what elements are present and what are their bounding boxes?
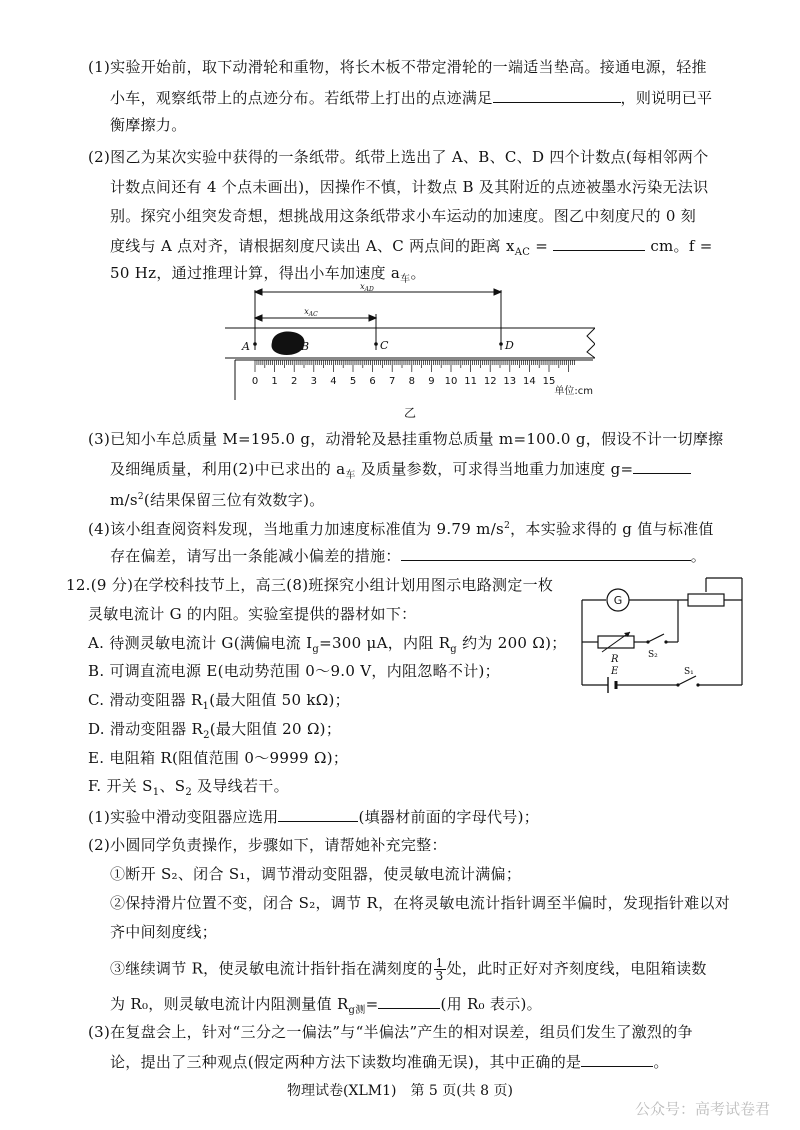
label-r: R [611, 654, 619, 665]
q11-p1-line2: 小车，观察纸带上的点迹分布。若纸带上打出的点迹满足 ，则说明已平 [110, 86, 712, 109]
ruler-tick-label: 4 [330, 376, 337, 387]
q12-intro-line2: 灵敏电流计 G 的内阻。实验室提供的器材如下： [88, 605, 417, 623]
q11-p4-line1: (4)该小组查阅资料发现，当地重力加速度标准值为 9.79 $m/s^2$，本实验求得的 g 值与标准值 [88, 520, 714, 538]
ruler-tick-label: 6 [369, 376, 376, 387]
q12-p2-step2b: 齐中间刻度线； [110, 923, 218, 941]
ruler-tick-label: 0 [251, 376, 259, 387]
answer-blank [278, 805, 358, 822]
label-xad: $x_{AD}$ [360, 282, 374, 293]
q12-option-c: C. 滑动变阻器 $R_1$(最大阻值 50 kΩ)； [88, 691, 350, 712]
q12-p2-step3: ③继续调节 R，使灵敏电流计指针指在满刻度的 $\frac{1}{3}$ 处，此时正好对齐刻度线，电阻箱读数 [110, 956, 707, 983]
point-c [374, 342, 378, 346]
ruler-tick-label: 15 [542, 376, 556, 387]
watermark: 公众号：高考试卷君 [634, 1100, 770, 1118]
q12-intro-line1: 12.(9 分)在学校科技节上，高三(8)班探究小组计划用图示电路测定一枚 [66, 576, 554, 594]
ruler-tick-label: 5 [349, 376, 357, 387]
label-e: E [611, 666, 619, 677]
ruler-unit: 单位:cm [554, 386, 593, 397]
ruler-labels [252, 376, 556, 387]
q11-p2-line3: 别。探究小组突发奇想，想挑战用这条纸带求小车运动的加速度。图乙中刻度尺的 0 刻 [110, 207, 697, 225]
q12-option-e: E. 电阻箱 R(阻值范围 0～9999 Ω)； [88, 749, 349, 767]
point-a [253, 342, 257, 346]
label-s1: S₁ [684, 667, 694, 677]
q12-p3-line1: (3)在复盘会上，针对“三分之一偏法”与“半偏法”产生的相对误差，组员们发生了激烈的争 [88, 1023, 693, 1041]
ruler-tick-label: 2 [291, 376, 298, 387]
label-g: G [613, 594, 623, 607]
label-xac: $x_{AC}$ [304, 307, 318, 318]
rheostat-symbol [688, 594, 724, 606]
ruler-tick-label: 11 [464, 376, 477, 387]
ruler-tape-figure [225, 278, 595, 418]
q12-option-d: D. 滑动变阻器 $R_2$(最大阻值 20 Ω)； [88, 720, 342, 741]
circuit-diagram [578, 570, 748, 700]
ruler-ticks [255, 360, 574, 372]
page-footer: 物理试卷(XLM1) 第 5 页(共 8 页) [287, 1083, 513, 1099]
q12-p2-step4: 为 R₀，则灵敏电流计内阻测量值 $R_{g测}=$ (用 R₀ 表示)。 [110, 992, 542, 1022]
q11-p2-line1: (2)图乙为某次实验中获得的一条纸带。纸带上选出了 A、B、C、D 四个计数点(每相邻两个 [88, 148, 709, 166]
answer-blank [493, 86, 621, 103]
q12-option-f: F. 开关 $S_1$、$S_2$ 及导线若干。 [88, 777, 289, 798]
ruler-tick-label: 13 [503, 376, 517, 387]
q12-p1: (1)实验中滑动变阻器应选用 (填器材前面的字母代号)； [88, 805, 539, 828]
ruler-tick-label: 10 [444, 376, 458, 387]
q12-option-b: B. 可调直流电源 E(电动势范围 0～9.0 V，内阻忽略不计)； [88, 662, 500, 680]
label-s2: S₂ [648, 650, 658, 660]
q11-p4-line2: 存在偏差，请写出一条能减小偏差的措施： 。 [110, 544, 706, 567]
answer-blank [378, 992, 440, 1009]
answer-blank [633, 457, 691, 474]
ink-blot [272, 331, 305, 355]
ruler-tick-label: 1 [271, 376, 278, 387]
label-a: A [242, 340, 250, 353]
ruler-tick-label: 7 [389, 376, 396, 387]
answer-blank [553, 234, 645, 251]
ruler-tick-label: 8 [408, 376, 415, 387]
q12-p2-step2a: ②保持滑片位置不变，闭合 S₂，调节 R，在将灵敏电流计指针调至半偏时，发现指针难以对 [110, 894, 731, 912]
q11-p1-line3: 衡摩擦力。 [110, 116, 187, 134]
q11-p2-line2: 计数点间还有 4 个点未画出)，因操作不慎，计数点 B 及其附近的点迹被墨水污染无法识 [110, 178, 709, 196]
figure-caption: 乙 [403, 406, 417, 418]
q11-p2-line4: 度线与 A 点对齐，请根据刻度尺读出 A、C 两点间的距离 $x_{AC}$ = cm。f = [110, 234, 713, 264]
q11-p3-line1: (3)已知小车总质量 M=195.0 g，动滑轮及悬挂重物总质量 m=100.0 g，假设不计一切摩擦 [88, 430, 724, 448]
q11-p1-line1: (1)实验开始前，取下动滑轮和重物，将长木板不带定滑轮的一端适当垫高。接通电源，轻推 [88, 58, 707, 76]
answer-blank [401, 544, 691, 561]
q11-p2-line5: 50 Hz，通过推理计算，得出小车加速度 $a_车$。 [110, 264, 426, 285]
q12-p2-head: (2)小圆同学负责操作，步骤如下，请帮她补充完整： [88, 836, 447, 854]
label-c: C [380, 339, 389, 352]
ruler-tick-label: 14 [523, 376, 536, 387]
label-b: B [301, 340, 310, 353]
answer-blank [581, 1050, 653, 1067]
q12-option-a: A. 待测灵敏电流计 G(满偏电流 $I_g=300$ μA，内阻 $R_g$ 约为 200 Ω)； [88, 634, 567, 655]
fraction-one-third: $\frac{1}{3}$ [435, 956, 444, 983]
ruler-tick-label: 3 [310, 376, 317, 387]
ruler-tick-label: 12 [483, 376, 497, 387]
q12-p2-step1: ①断开 S₂、闭合 S₁，调节滑动变阻器，使灵敏电流计满偏； [110, 865, 522, 883]
q11-p3-line3: $m/s^2$(结果保留三位有效数字)。 [110, 491, 325, 509]
label-d: D [505, 339, 514, 352]
q12-p3-line2: 论，提出了三种观点(假定两种方法下读数均准确无误)，其中正确的是 。 [110, 1050, 669, 1073]
ruler-tick-label: 9 [428, 376, 435, 387]
q11-p3-line2: 及细绳质量，利用(2)中已求出的 $a_车$ 及质量参数，可求得当地重力加速度 g= [110, 457, 691, 487]
point-d [499, 342, 503, 346]
